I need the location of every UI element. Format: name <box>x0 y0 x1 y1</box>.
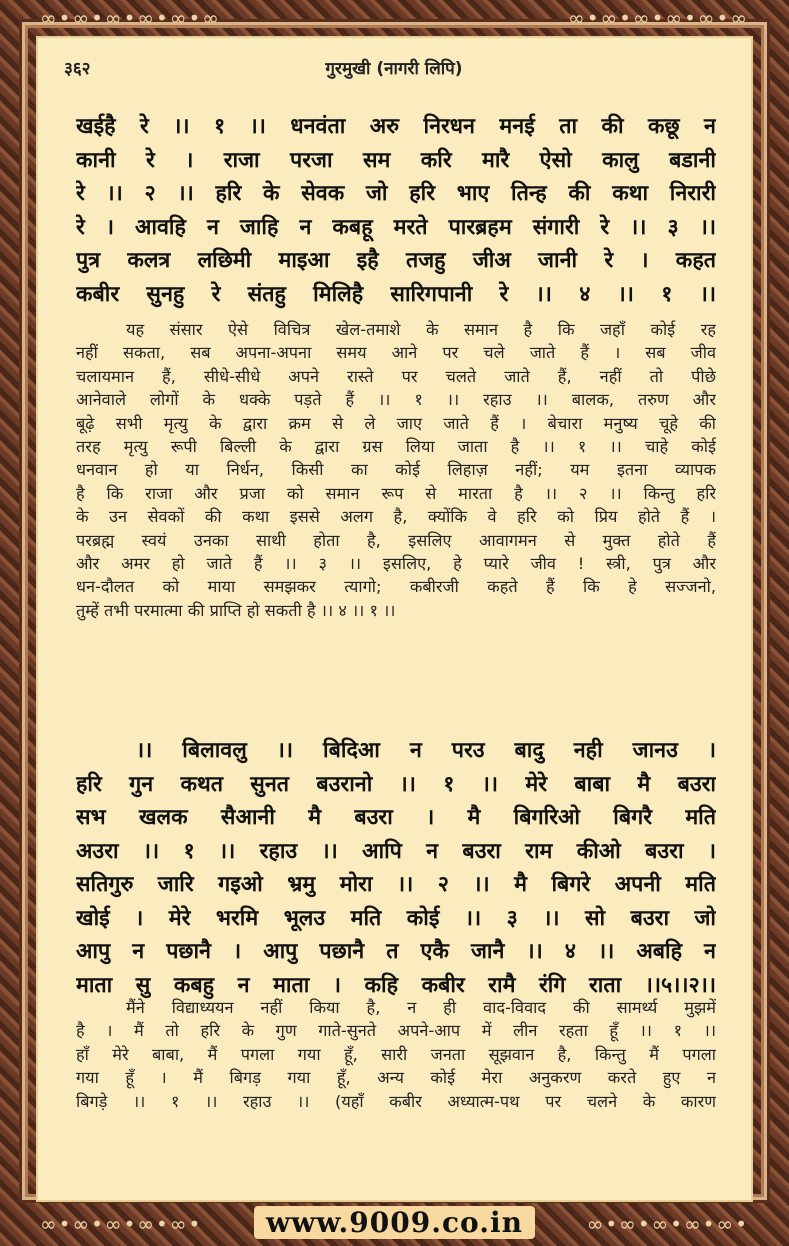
prose-line: है कि राजा और प्रजा को समान रूप से मारता है ।। २ ।। किन्तु हरि <box>76 483 716 503</box>
prose-line: नहीं सकता, सब अपना-अपना समय आने पर चले जाते हैं । सब जीव <box>76 343 716 363</box>
page-header <box>64 56 724 86</box>
prose-line: है । मैं तो हरि के गुण गाते-सुनते अपने-आप में लीन रहता हूँ ।। १ ।। <box>76 1021 716 1041</box>
book-page <box>36 36 753 1202</box>
prose-line: बूढ़े सभी मृत्यु के द्वारा क्रम से ले जाए जाते हैं । बेचारा मनुष्य चूहे की <box>76 413 716 433</box>
verse-line: रे । आवहि न जाहि न कबहू मरते पारब्रहम संगारी रे ।। ३ ।। <box>76 214 716 240</box>
prose-line: तुम्हें तभी परमात्मा की प्राप्ति हो सकती है ।। ४ ।। १ ।। <box>76 600 396 620</box>
verse-line: सतिगुरु जारि गइओ भ्रमु मोरा ।। २ ।। मै बिगरे अपनी मति <box>76 872 716 897</box>
prose-line: धनवान हो या निर्धन, किसी का कोई लिहाज़ नहीं; यम इतना व्यापक <box>76 460 716 480</box>
verse-line: अउरा ।। १ ।। रहाउ ।। आपि न बउरा राम कीओ बउरा । <box>76 838 716 864</box>
verse-line: कबीर सुनहु रे संतहु मिलिहै सारिगपानी रे ।। ४ ।। १ ।। <box>76 281 716 307</box>
prose-line: चलायमान हैं, सीधे-सीधे अपने रास्ते पर चलते जाते हैं, नहीं तो पीछे <box>76 366 716 386</box>
verse-line: कानी रे । राजा परजा सम करि मारै ऐसो कालु बडानी <box>76 147 716 173</box>
prose-line: तरह मृत्यु रूपी बिल्ली के द्वारा ग्रस लिया जाता है ।। १ ।। चाहे कोई <box>76 437 716 457</box>
running-title: गुरमुखी (नागरी लिपि) <box>325 59 463 79</box>
footer <box>0 1204 789 1246</box>
prose-line: परब्रह्म स्वयं उनका साथी होता है, इसलिए आवागमन से मुक्त होते हैं <box>76 530 716 550</box>
verse-line: पुत्र कलत्र लछिमी माइआ इहै तजहु जीअ जानी रे । कहत <box>76 248 716 273</box>
prose-line: यह संसार ऐसे विचित्र खेल-तमाशे के समान है कि जहाँ कोई रह <box>126 320 716 339</box>
prose-line: धन-दौलत को माया समझकर त्यागो; कबीरजी कहते हैं कि हे सज्जनो, <box>76 577 716 597</box>
ornament-bottom-right: ∞•∞•∞•∞•∞• <box>586 1212 749 1236</box>
prose-line: हाँ मेरे बाबा, मैं पगला गया हूँ, सारी जनता सूझवान है, किन्तु मैं पगला <box>76 1044 716 1064</box>
prose-line: मैंने विद्याध्ययन नहीं किया है, न ही वाद-विवाद की सामर्थ्य मुझमें <box>126 998 716 1017</box>
ornament-bottom-left: ∞•∞•∞•∞•∞• <box>40 1212 203 1236</box>
commentary-block-2 <box>76 996 716 1113</box>
prose-line: गया हूँ । मैं बिगड़ गया हूँ, अन्य कोई मेरा अनुकरण करते हुए न <box>76 1068 716 1088</box>
prose-line: के उन सेवकों की कथा इससे अलग है, क्योंकि वे हरि को प्रिय होते हैं । <box>76 507 716 527</box>
prose-line: और अमर हो जाते हैं ।। ३ ।। इसलिए, हे प्यारे जीव ! स्त्री, पुत्र और <box>76 554 716 574</box>
verse-line: रे ।। २ ।। हरि के सेवक जो हरि भाए तिन्ह की कथा निरारी <box>76 181 716 206</box>
verse-line: माता सु कबहु न माता । कहि कबीर रामै रंगि राता ।।५।।२।। <box>76 972 716 998</box>
ornament-top-left: ∞•∞•∞•∞•∞•∞ <box>40 6 221 30</box>
verse-line: सभ खलक सैआनी मै बउरा । मै बिगरिओ बिगरै मति <box>76 805 716 830</box>
commentary-block-1 <box>76 318 716 622</box>
verse-line: आपु न पछानै । आपु पछानै त एकै जानै ।। ४ ।। अबहि न <box>76 939 716 964</box>
verse-line: ।। बिलावलु ।। बिदिआ न परउ बादु नही जानउ । <box>136 738 716 763</box>
verse-block-1 <box>76 110 716 311</box>
website-link[interactable]: www.9009.co.in <box>254 1206 535 1239</box>
verse-line: खोई । मेरे भरमि भूलउ मति कोई ।। ३ ।। सो बउरा जो <box>76 905 716 931</box>
prose-line: आनेवाले लोगों के धक्के पड़ते हैं ।। १ ।। रहाउ ।। बालक, तरुण और <box>76 390 716 410</box>
verse-line: खईहै रे ।। १ ।। धनवंता अरु निरधन मनई ता की कछू न <box>76 114 716 139</box>
page-number: ३६२ <box>64 59 91 79</box>
verse-line: हरि गुन कथत सुनत बउरानो ।। १ ।। मेरे बाबा मै बउरा <box>76 771 716 797</box>
prose-line: बिगड़े ।। १ ।। रहाउ ।। (यहाँ कबीर अध्यात्म-पथ पर चलने के कारण <box>76 1091 716 1111</box>
verse-block-2 <box>76 734 716 1002</box>
ornament-top-right: ∞•∞•∞•∞•∞•∞ <box>568 6 749 30</box>
